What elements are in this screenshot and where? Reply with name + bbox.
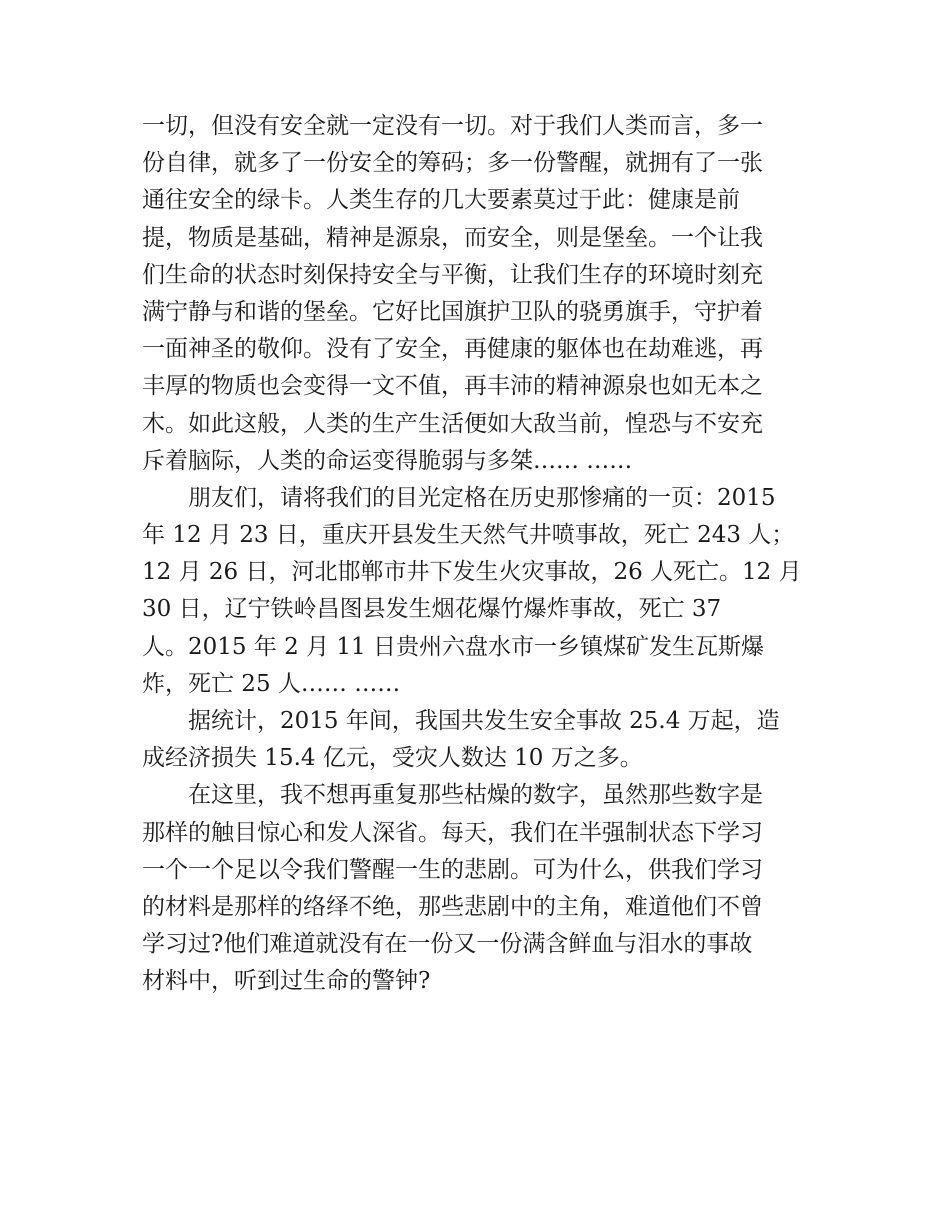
- text-line: 朋友们，请将我们的目光定格在历史那惨痛的一页：2015: [142, 484, 776, 511]
- body-text: [142, 108, 822, 1001]
- text-line: 据统计，2015 年间，我国共发生安全事故 25.4 万起，造: [142, 708, 780, 734]
- text-line: 成经济损失 15.4 亿元，受灾人数达 10 万之多。: [142, 745, 643, 772]
- paragraph-1: [142, 108, 822, 480]
- text-line: 人。2015 年 2 月 11 日贵州六盘水市一乡镇煤矿发生瓦斯爆: [142, 633, 764, 660]
- text-line: 斥着脑际，人类的命运变得脆弱与多桀…… ……: [142, 447, 633, 474]
- text-line: 木。如此这般，人类的生产生活便如大敌当前，惶恐与不安充: [142, 410, 763, 437]
- text-line: 们生命的状态时刻保持安全与平衡，让我们生存的环境时刻充: [142, 261, 763, 288]
- text-line: 的材料是那样的络绎不绝，那些悲剧中的主角，难道他们不曾: [142, 893, 763, 920]
- text-line: 一切，但没有安全就一定没有一切。对于我们人类而言，多一: [142, 113, 763, 139]
- text-line: 一面神圣的敬仰。没有了安全，再健康的躯体也在劫难逃，再: [142, 336, 763, 363]
- text-line: 30 日，辽宁铁岭昌图县发生烟花爆竹爆炸事故，死亡 37: [142, 596, 722, 623]
- text-line: 一个一个足以令我们警醒一生的悲剧。可为什么，供我们学习: [142, 856, 763, 883]
- text-line: 满宁静与和谐的堡垒。它好比国旗护卫队的骁勇旗手，守护着: [142, 298, 763, 325]
- text-line: 通往安全的绿卡。人类生存的几大要素莫过于此：健康是前: [142, 187, 740, 214]
- text-line: 12 月 26 日，河北邯郸市井下发生火灾事故，26 人死亡。12 月: [142, 559, 802, 586]
- paragraph-4: [142, 777, 822, 1000]
- text-line: 那样的触目惊心和发人深省。每天，我们在半强制状态下学习: [142, 819, 763, 846]
- text-line: 炸，死亡 25 人…… ……: [142, 670, 401, 697]
- text-line: 年 12 月 23 日，重庆开县发生天然气井喷事故，死亡 243 人；: [142, 522, 795, 549]
- text-line: 丰厚的物质也会变得一文不值，再丰沛的精神源泉也如无本之: [142, 373, 763, 400]
- text-line: 学习过?他们难道就没有在一份又一份满含鲜血与泪水的事故: [142, 931, 753, 958]
- text-line: 份自律，就多了一份安全的筹码；多一份警醒，就拥有了一张: [142, 150, 763, 177]
- text-line: 在这里，我不想再重复那些枯燥的数字，虽然那些数字是: [142, 782, 763, 809]
- text-line: 材料中，听到过生命的警钟?: [142, 968, 431, 995]
- paragraph-3: [142, 703, 822, 777]
- paragraph-2: [142, 480, 822, 703]
- text-line: 提，物质是基础，精神是源泉，而安全，则是堡垒。一个让我: [142, 224, 763, 251]
